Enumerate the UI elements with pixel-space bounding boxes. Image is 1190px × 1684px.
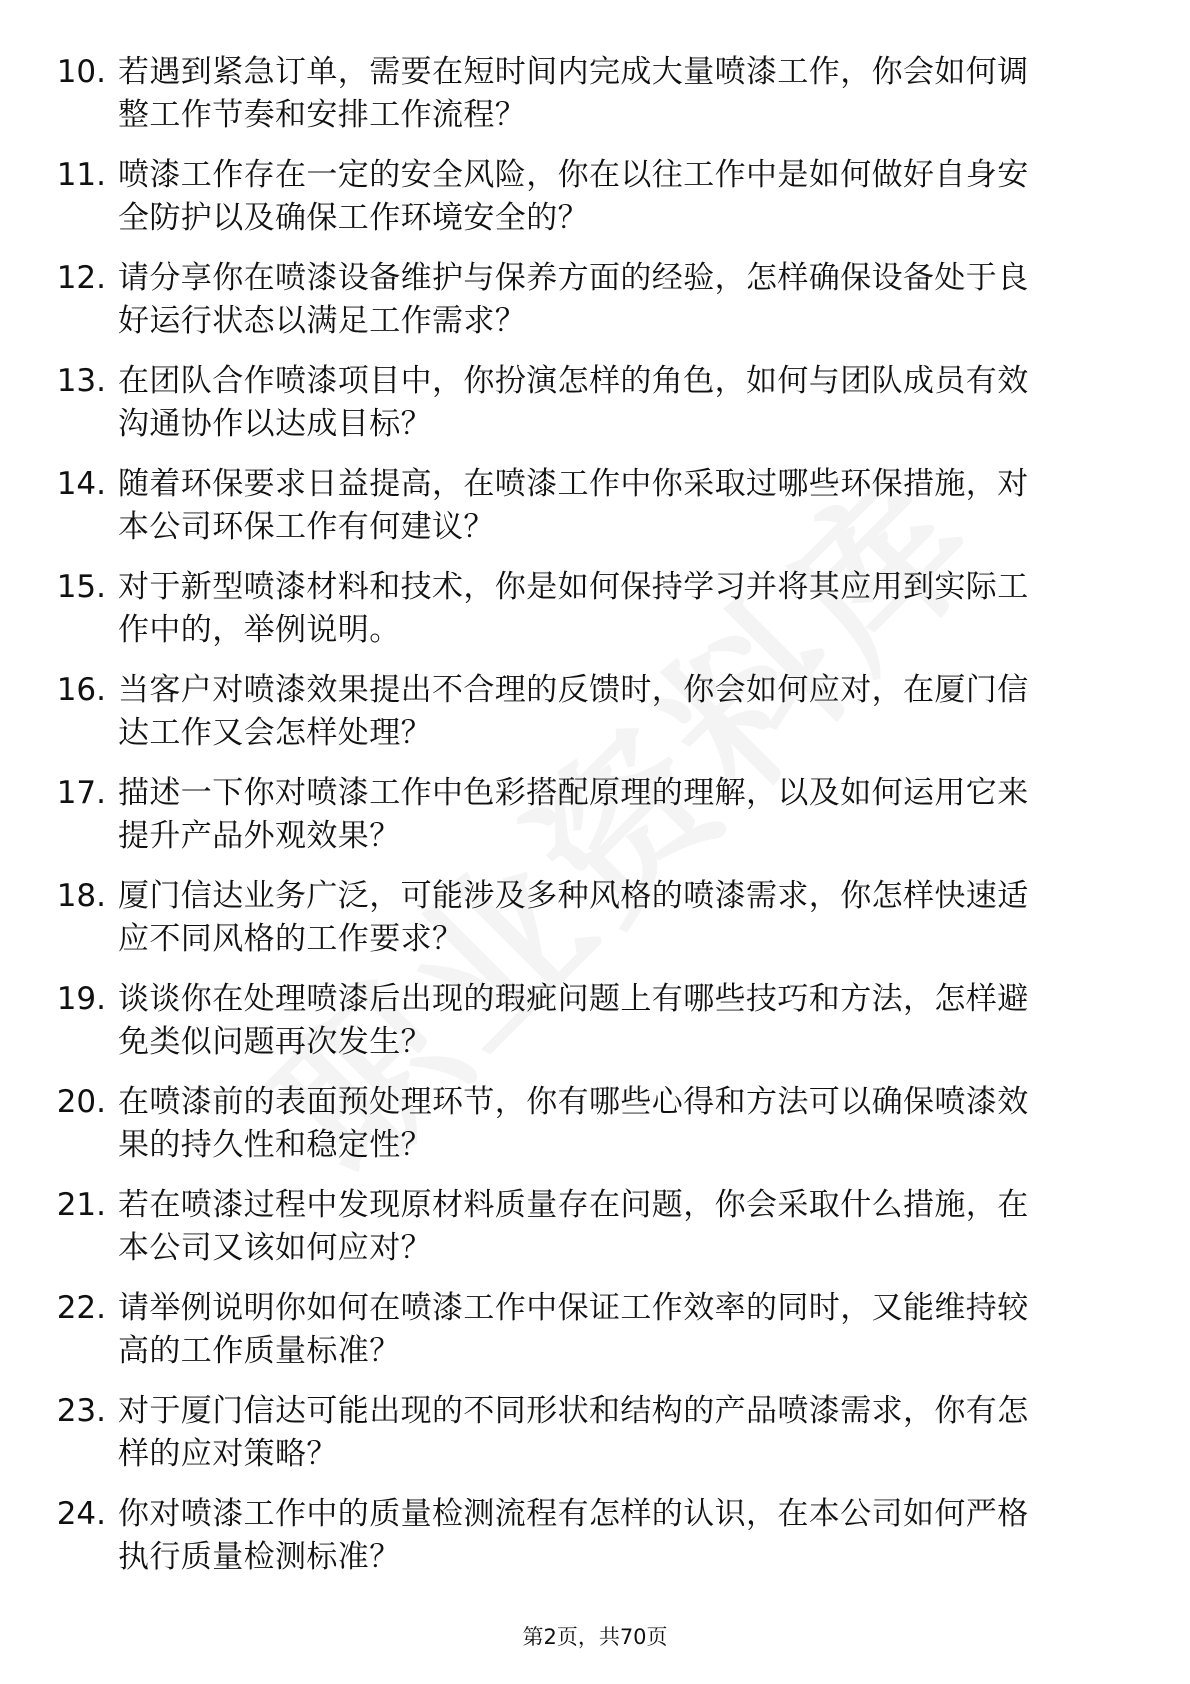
question-number: 19. [56, 981, 106, 1017]
question-item-17 [0, 772, 1190, 875]
question-item-23 [0, 1390, 1190, 1493]
question-item-13 [0, 360, 1190, 463]
question-number: 21. [56, 1187, 106, 1223]
question-item-20 [0, 1081, 1190, 1184]
question-number: 10. [56, 54, 106, 90]
question-number: 23. [56, 1393, 106, 1429]
question-item-24 [0, 1493, 1190, 1596]
question-text: 当客户对喷漆效果提出不合理的反馈时，你会如何应对，在厦门信达工作又会怎样处理？ [118, 672, 1029, 751]
question-number: 17. [56, 775, 106, 811]
question-item-15 [0, 566, 1190, 669]
question-list [0, 51, 1190, 1596]
question-item-22 [0, 1287, 1190, 1390]
question-number: 16. [56, 672, 106, 708]
question-item-16 [0, 669, 1190, 772]
question-text: 在喷漆前的表面预处理环节，你有哪些心得和方法可以确保喷漆效果的持久性和稳定性？ [118, 1084, 1029, 1163]
question-number: 14. [56, 466, 106, 502]
question-number: 24. [56, 1496, 106, 1532]
question-number: 12. [56, 260, 106, 296]
question-number: 11. [56, 157, 106, 193]
question-number: 13. [56, 363, 106, 399]
question-text: 厦门信达业务广泛，可能涉及多种风格的喷漆需求，你怎样快速适应不同风格的工作要求？ [118, 878, 1029, 957]
question-number: 20. [56, 1084, 106, 1120]
question-item-18 [0, 875, 1190, 978]
question-text: 你对喷漆工作中的质量检测流程有怎样的认识，在本公司如何严格执行质量检测标准？ [118, 1496, 1029, 1575]
question-text: 若在喷漆过程中发现原材料质量存在问题，你会采取什么措施，在本公司又该如何应对？ [118, 1187, 1029, 1266]
question-item-12 [0, 257, 1190, 360]
question-text: 对于厦门信达可能出现的不同形状和结构的产品喷漆需求，你有怎样的应对策略？ [118, 1393, 1029, 1472]
question-item-11 [0, 154, 1190, 257]
question-item-19 [0, 978, 1190, 1081]
question-text: 随着环保要求日益提高，在喷漆工作中你采取过哪些环保措施，对本公司环保工作有何建议？ [118, 466, 1029, 545]
question-text: 请分享你在喷漆设备维护与保养方面的经验，怎样确保设备处于良好运行状态以满足工作需求？ [118, 260, 1029, 339]
question-number: 15. [56, 569, 106, 605]
question-text: 若遇到紧急订单，需要在短时间内完成大量喷漆工作，你会如何调整工作节奏和安排工作流程？ [118, 54, 1029, 133]
question-text: 在团队合作喷漆项目中，你扮演怎样的角色，如何与团队成员有效沟通协作以达成目标？ [118, 363, 1029, 442]
question-text: 描述一下你对喷漆工作中色彩搭配原理的理解，以及如何运用它来提升产品外观效果？ [118, 775, 1029, 854]
question-item-14 [0, 463, 1190, 566]
page-footer: 第2页，共70页 [522, 1625, 668, 1649]
question-text: 喷漆工作存在一定的安全风险，你在以往工作中是如何做好自身安全防护以及确保工作环境安全的？ [118, 157, 1029, 236]
question-text: 对于新型喷漆材料和技术，你是如何保持学习并将其应用到实际工作中的，举例说明。 [118, 569, 1029, 648]
question-number: 18. [56, 878, 106, 914]
question-item-21 [0, 1184, 1190, 1287]
question-text: 请举例说明你如何在喷漆工作中保证工作效率的同时，又能维持较高的工作质量标准？ [118, 1290, 1029, 1369]
question-number: 22. [56, 1290, 106, 1326]
question-text: 谈谈你在处理喷漆后出现的瑕疵问题上有哪些技巧和方法，怎样避免类似问题再次发生？ [118, 981, 1029, 1060]
question-item-10 [0, 51, 1190, 154]
